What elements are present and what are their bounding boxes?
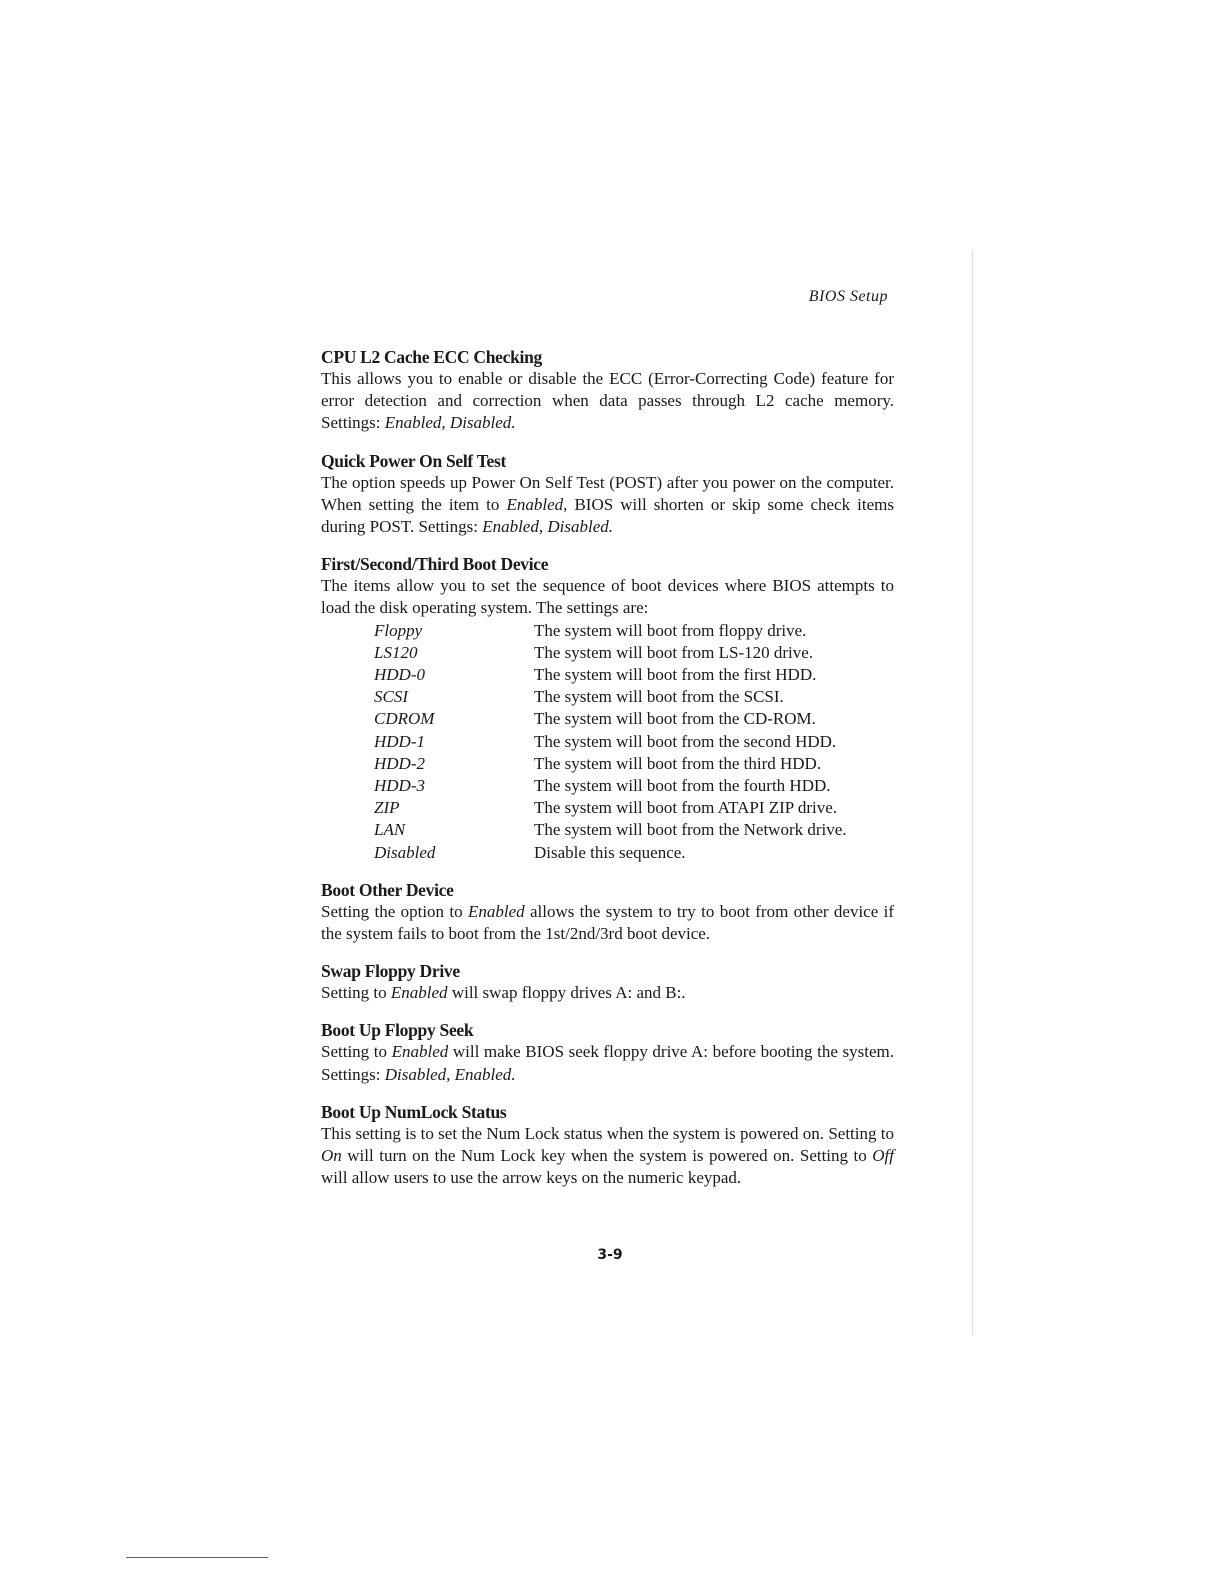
section-body: The option speeds up Power On Self Test (POST) after you power on the computer. When setting the item to Enabled, BIOS will shorten or skip some check items during POST. Settings: Enabled, Disabled. [321, 472, 894, 537]
section-title: Boot Other Device [321, 879, 454, 900]
section-body: Setting the option to Enabled allows the system to try to boot from other device if the system fails to boot from the 1st/2nd/3rd boot device. [321, 901, 894, 944]
section-body: This setting is to set the Num Lock status when the system is powered on. Setting to On will turn on the Num Lock key when the system is powered on. Setting to Off will allow users to use the arrow keys on the numeric keypad. [321, 1123, 894, 1188]
table-row [374, 753, 847, 775]
boot-option-name: ZIP [374, 798, 400, 818]
section-title: Quick Power On Self Test [321, 450, 506, 471]
boot-option-name: LS120 [374, 642, 418, 662]
section-quick-power-on-self-test [321, 450, 894, 539]
boot-option-name: HDD-2 [374, 753, 425, 773]
table-row [374, 664, 847, 686]
boot-option-desc: The system will boot from the third HDD. [534, 753, 822, 773]
section-swap-floppy-drive [321, 960, 894, 1004]
section-title: Boot Up Floppy Seek [321, 1020, 474, 1041]
boot-option-name: CDROM [374, 709, 435, 729]
table-row [374, 686, 847, 708]
boot-option-name: LAN [374, 820, 406, 840]
section-title: First/Second/Third Boot Device [321, 554, 549, 575]
boot-options-table [374, 620, 847, 864]
section-boot-up-floppy-seek [321, 1019, 894, 1085]
section-boot-device [321, 553, 894, 864]
boot-option-desc: The system will boot from floppy drive. [534, 620, 807, 640]
table-row [374, 797, 847, 819]
section-boot-other-device [321, 879, 894, 945]
boot-option-desc: The system will boot from the Network drive. [534, 820, 847, 840]
boot-option-desc: The system will boot from the first HDD. [534, 665, 817, 685]
boot-option-name: SCSI [374, 687, 408, 707]
corner-rule [126, 1557, 268, 1558]
boot-option-name: HDD-1 [374, 731, 425, 751]
table-row [374, 819, 847, 841]
boot-option-desc: The system will boot from ATAPI ZIP drive. [534, 798, 838, 818]
section-body: Setting to Enabled will make BIOS seek floppy drive A: before booting the system. Settings: Disabled, Enabled. [321, 1042, 894, 1084]
section-title: Boot Up NumLock Status [321, 1101, 507, 1122]
page-edge-line [972, 250, 973, 1335]
running-header: BIOS Setup [808, 288, 888, 305]
table-row [374, 731, 847, 753]
page-number: 3-9 [597, 1247, 623, 1263]
boot-option-desc: The system will boot from the SCSI. [534, 687, 784, 707]
section-title: CPU L2 Cache ECC Checking [321, 347, 542, 367]
boot-option-desc: Disable this sequence. [534, 842, 686, 862]
boot-option-desc: The system will boot from the CD-ROM. [534, 709, 816, 729]
table-row [374, 775, 847, 797]
table-row [374, 642, 847, 664]
boot-option-name: HDD-3 [374, 776, 425, 796]
boot-option-desc: The system will boot from the fourth HDD. [534, 776, 831, 796]
section-body: This allows you to enable or disable the ECC (Error-Correcting Code) feature for error detection and correction when data passes through L2 cache memory. Settings: Enabled, Disabled. [321, 369, 894, 433]
section-boot-up-numlock-status [321, 1101, 894, 1190]
boot-option-name: Floppy [374, 620, 423, 640]
page-content [321, 346, 894, 1204]
table-row [374, 842, 847, 864]
table-row [374, 708, 847, 730]
section-title: Swap Floppy Drive [321, 961, 460, 982]
boot-option-desc: The system will boot from LS-120 drive. [534, 642, 814, 662]
section-cpu-l2-cache-ecc [321, 346, 894, 435]
boot-option-name: HDD-0 [374, 665, 425, 685]
section-body: Setting to Enabled will swap floppy drives A: and B:. [321, 983, 686, 1003]
section-body: The items allow you to set the sequence of boot devices where BIOS attempts to load the disk operating system. The settings are: [321, 576, 894, 618]
boot-option-desc: The system will boot from the second HDD. [534, 731, 837, 751]
boot-option-name: Disabled [374, 842, 436, 862]
table-row [374, 620, 847, 642]
